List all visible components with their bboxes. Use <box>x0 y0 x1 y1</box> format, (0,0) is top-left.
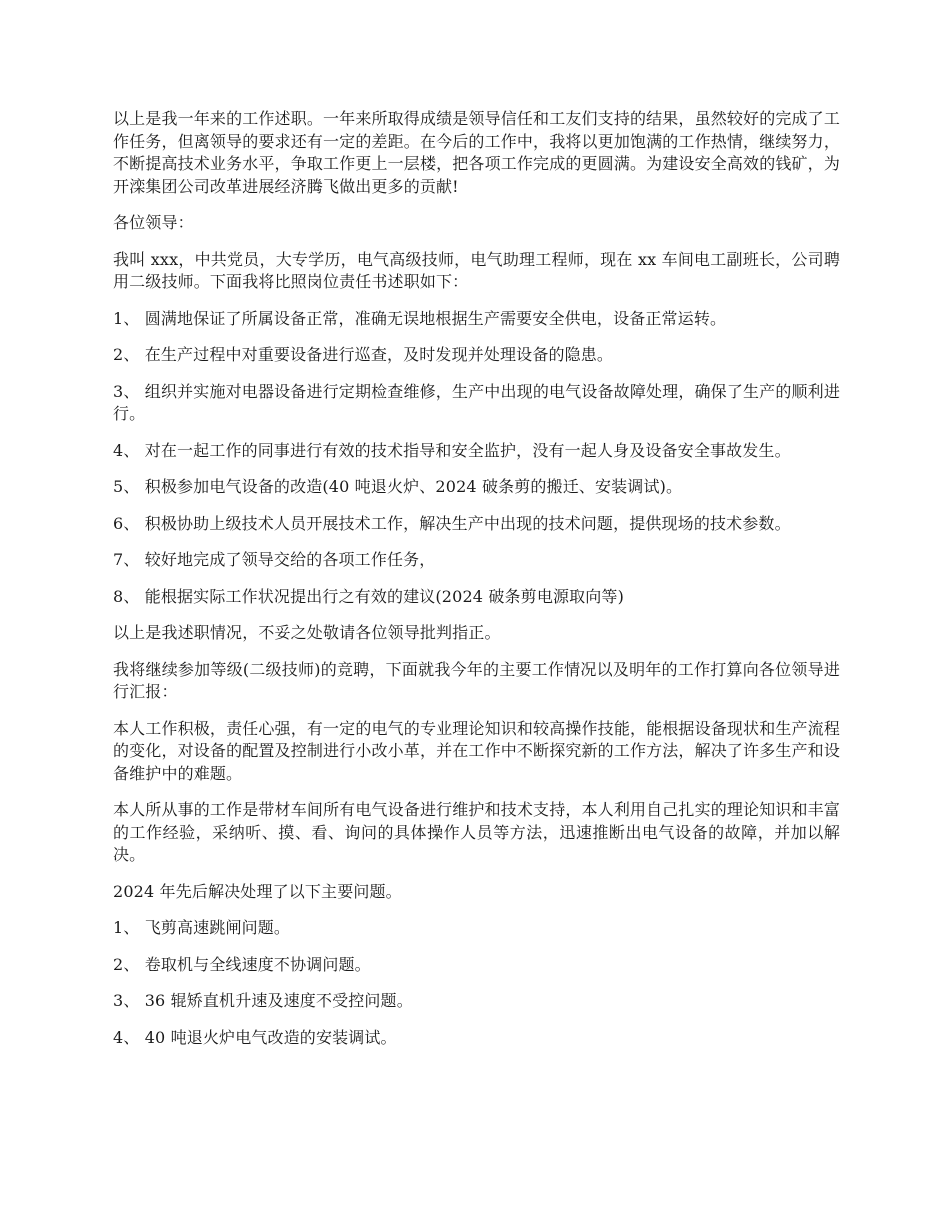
paragraph-problems-heading: 2024 年先后解决处理了以下主要问题。 <box>113 881 402 901</box>
list-item-duty-3: 3、 组织并实施对电器设备进行定期检查维修，生产中出现的电气设备故障处理，确保了生产的顺利进行。 <box>113 381 840 423</box>
list-item-problem-1: 1、 飞剪高速跳闸问题。 <box>113 918 291 937</box>
paragraph-competition: 我将继续参加等级(二级技师)的竞聘，下面就我今年的主要工作情况以及明年的工作打算向各位领导进行汇报： <box>113 659 840 701</box>
list-item-problem-4: 4、 40 吨退火炉电气改造的安装调试。 <box>113 1027 397 1047</box>
list-item-problem-3: 3、 36 辊矫直机升速及速度不受控问题。 <box>113 991 413 1010</box>
paragraph-closing: 以上是我述职情况，不妥之处敬请各位领导批判指正。 <box>113 623 501 642</box>
paragraph-introduction: 我叫 xxx，中共党员，大专学历，电气高级技师，电气助理工程师，现在 xx 车间电工副班长，公司聘用二级技师。下面我将比照岗位责任书述职如下： <box>113 249 840 291</box>
paragraph-self-assessment: 本人工作积极，责任心强，有一定的电气的专业理论知识和较高操作技能，能根据设备现状和生产流程的变化，对设备的配置及控制进行小改小革，并在工作中不断探究新的工作方法，解决了许多生产和设备维护中的难题。 <box>113 718 840 783</box>
list-item-duty-1: 1、 圆满地保证了所属设备正常，准确无误地根据生产需要安全供电，设备正常运转。 <box>113 308 727 328</box>
list-item-duty-5: 5、 积极参加电气设备的改造(40 吨退火炉、2024 破条剪的搬迁、安装调试)。 <box>113 477 683 496</box>
paragraph-work-description: 本人所从事的工作是带材车间所有电气设备进行维护和技术支持，本人利用自己扎实的理论知识和丰富的工作经验，采纳听、摸、看、询问的具体操作人员等方法，迅速推断出电气设备的故障，并加以解决。 <box>113 800 840 864</box>
list-item-duty-7: 7、 较好地完成了领导交给的各项工作任务， <box>113 550 436 569</box>
list-item-duty-2: 2、 在生产过程中对重要设备进行巡查，及时发现并处理设备的隐患。 <box>113 345 614 364</box>
paragraph-summary: 以上是我一年来的工作述职。一年来所取得成绩是领导信任和工友们支持的结果，虽然较好的完成了工作任务，但离领导的要求还有一定的差距。在今后的工作中，我将以更加饱满的工作热情，继续努力，不断提高技术业务水平，争取工作更上一层楼，把各项工作完成的更圆满。为建设安全高效的钱矿，为开滦集团公司改革进展经济腾飞做出更多的贡献! <box>113 109 840 196</box>
list-item-duty-4: 4、 对在一起工作的同事进行有效的技术指导和安全监护，没有一起人身及设备安全事故发生。 <box>113 440 791 460</box>
list-item-duty-6: 6、 积极协助上级技术人员开展技术工作，解决生产中出现的技术问题，提供现场的技术参数。 <box>113 513 791 533</box>
list-item-problem-2: 2、 卷取机与全线速度不协调问题。 <box>113 954 371 974</box>
paragraph-salutation: 各位领导： <box>113 213 194 232</box>
document-body <box>113 108 840 1063</box>
list-item-duty-8: 8、 能根据实际工作状况提出行之有效的建议(2024 破条剪电源取向等) <box>113 586 624 606</box>
